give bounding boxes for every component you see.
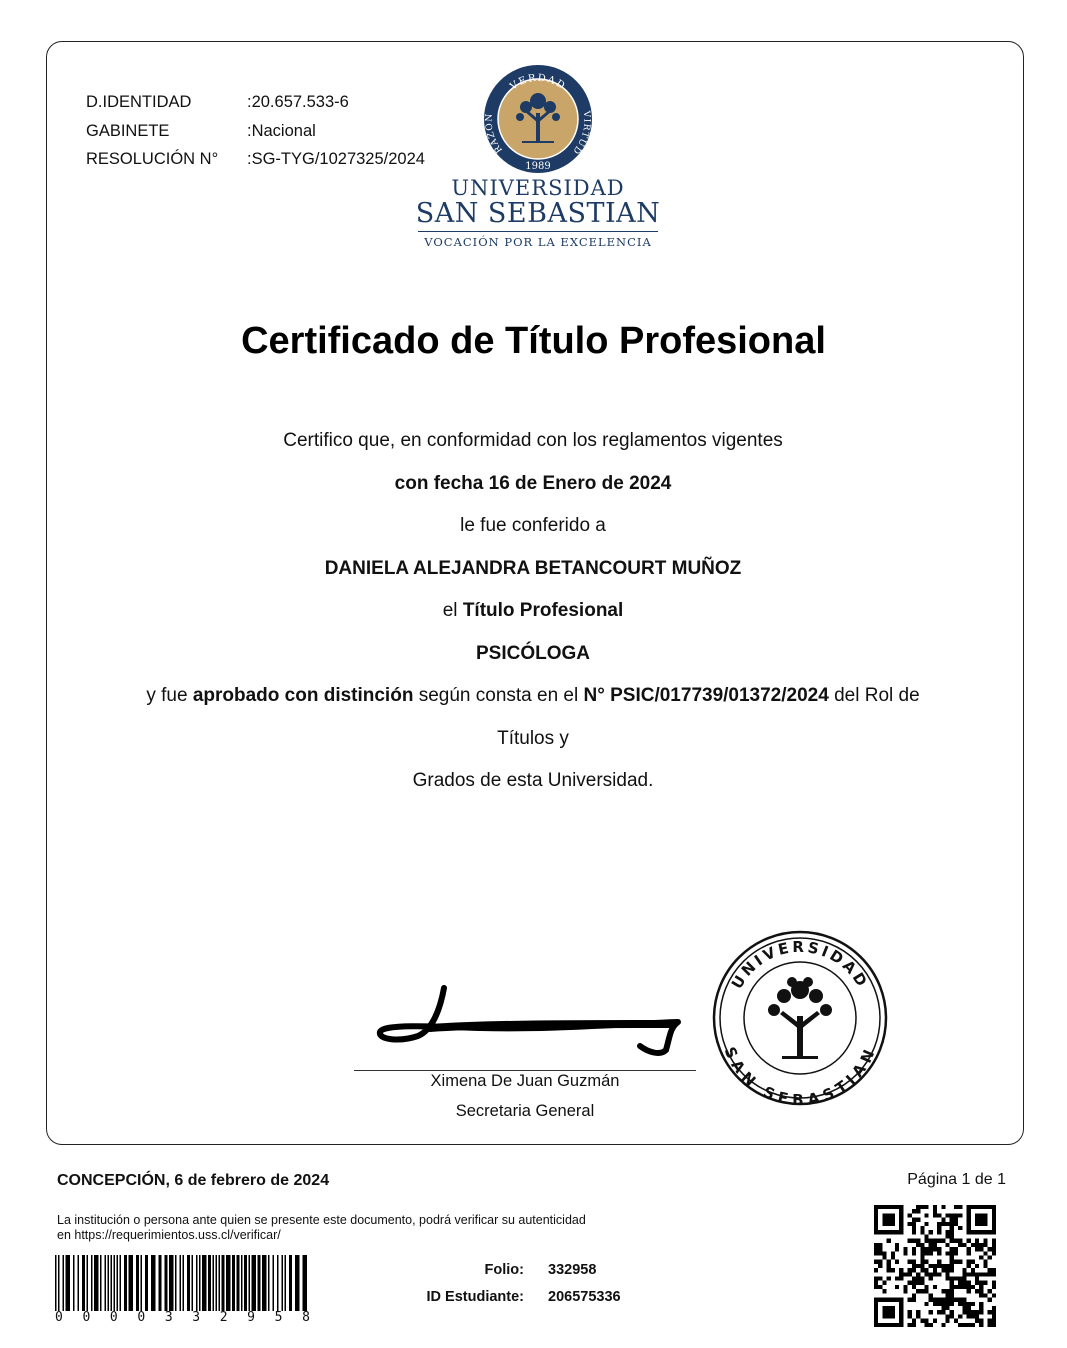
folio-row — [400, 1257, 621, 1284]
body-line-5-bold: Título Profesional — [462, 600, 624, 621]
barcode-digit: 0 — [55, 1310, 63, 1325]
body-line-date: con fecha 16 de Enero de 2024 — [394, 472, 672, 494]
meta-key: GABINETE — [86, 121, 170, 140]
logo-ring-left: RAZON — [484, 112, 505, 155]
signatory-role: Secretaria General — [455, 1102, 595, 1120]
seal-bottom-text: SAN SEBASTIAN — [720, 1044, 880, 1106]
body-line-7-a: y fue — [146, 685, 188, 706]
verification-qr-icon[interactable] — [874, 1205, 996, 1327]
body-line-7 — [90, 675, 976, 718]
barcode-digit: 5 — [274, 1310, 283, 1325]
page-indicator: Página 1 de 1 — [907, 1171, 1006, 1188]
folio-label: Folio: — [484, 1262, 524, 1278]
barcode-digit: 3 — [192, 1310, 201, 1325]
barcode-digit: 8 — [302, 1310, 310, 1325]
degree-name: PSICÓLOGA — [475, 642, 590, 664]
signatory-name: Ximena De Juan Guzmán — [430, 1072, 620, 1090]
certificate-title: Certificado de Título Profesional — [241, 320, 826, 362]
barcode-digit: 3 — [164, 1310, 173, 1325]
barcode-icon — [55, 1255, 310, 1311]
logo-emblem-icon — [410, 63, 666, 175]
body-line-8: Títulos y — [497, 727, 569, 749]
body-line-5-prefix: el — [442, 600, 458, 621]
body-line-7-b: aprobado con distinción — [192, 685, 414, 706]
barcode-digit: 9 — [247, 1310, 255, 1325]
meta-value: :SG-TYG/1027325/2024 — [247, 150, 425, 168]
meta-row-resolucion — [86, 145, 425, 174]
meta-key: RESOLUCIÓN N° — [86, 150, 219, 168]
body-line-7-e: del Rol de — [834, 685, 920, 706]
body-line-3: le fue conferido a — [460, 515, 606, 536]
logo-tagline: VOCACIÓN POR LA EXCELENCIA — [424, 235, 652, 249]
meta-key: D.IDENTIDAD — [86, 93, 192, 111]
logo-ring-right: VIRTUD — [569, 110, 592, 157]
verification-note: La institución o persona ante quien se presente este documento, podrá verificar su autenticidad en https://requerimientos.uss.cl/verificar/ — [57, 1213, 586, 1242]
logo-ring-top: VERDAD — [508, 72, 568, 93]
registry-number: N° PSIC/017739/01372/2024 — [583, 685, 829, 706]
meta-row-gabinete — [86, 117, 425, 146]
issue-city-date: CONCEPCIÓN, 6 de febrero de 2024 — [57, 1172, 330, 1189]
signature-line — [354, 1070, 696, 1071]
meta-value: :Nacional — [247, 121, 316, 140]
student-id-row — [400, 1284, 621, 1311]
barcode-digits — [55, 1310, 310, 1325]
body-line-7-c: según consta en el — [418, 685, 579, 706]
logo-line2: SAN SEBASTIAN — [415, 198, 661, 229]
logo-divider — [418, 231, 658, 232]
body-line-5 — [90, 590, 976, 633]
barcode-digit: 2 — [219, 1310, 228, 1325]
body-line-9: Grados de esta Universidad. — [412, 770, 654, 791]
student-id-label: ID Estudiante: — [426, 1289, 524, 1305]
barcode-digit: 0 — [137, 1310, 146, 1325]
barcode-digit: 0 — [82, 1310, 91, 1325]
university-seal-icon — [712, 930, 888, 1106]
body-line-1: Certifico que, en conformidad con los reglamentos vigentes — [283, 430, 783, 451]
meta-row-identidad — [86, 88, 425, 117]
logo-wordmark — [410, 177, 666, 249]
folio-block — [400, 1257, 621, 1311]
folio-value: 332958 — [548, 1262, 597, 1278]
logo-line1: UNIVERSIDAD — [451, 176, 625, 200]
graduate-name: DANIELA ALEJANDRA BETANCOURT MUÑOZ — [324, 557, 742, 579]
signature-icon — [370, 980, 690, 1060]
meta-value: :20.657.533-6 — [247, 93, 349, 111]
logo-year: 1989 — [525, 161, 551, 172]
certificate-body — [90, 420, 976, 803]
seal-top-text: UNIVERSIDAD — [727, 937, 873, 993]
student-id-value: 206575336 — [548, 1289, 621, 1305]
document-meta — [86, 88, 425, 174]
barcode-digit: 0 — [109, 1310, 118, 1325]
university-logo — [410, 63, 666, 255]
